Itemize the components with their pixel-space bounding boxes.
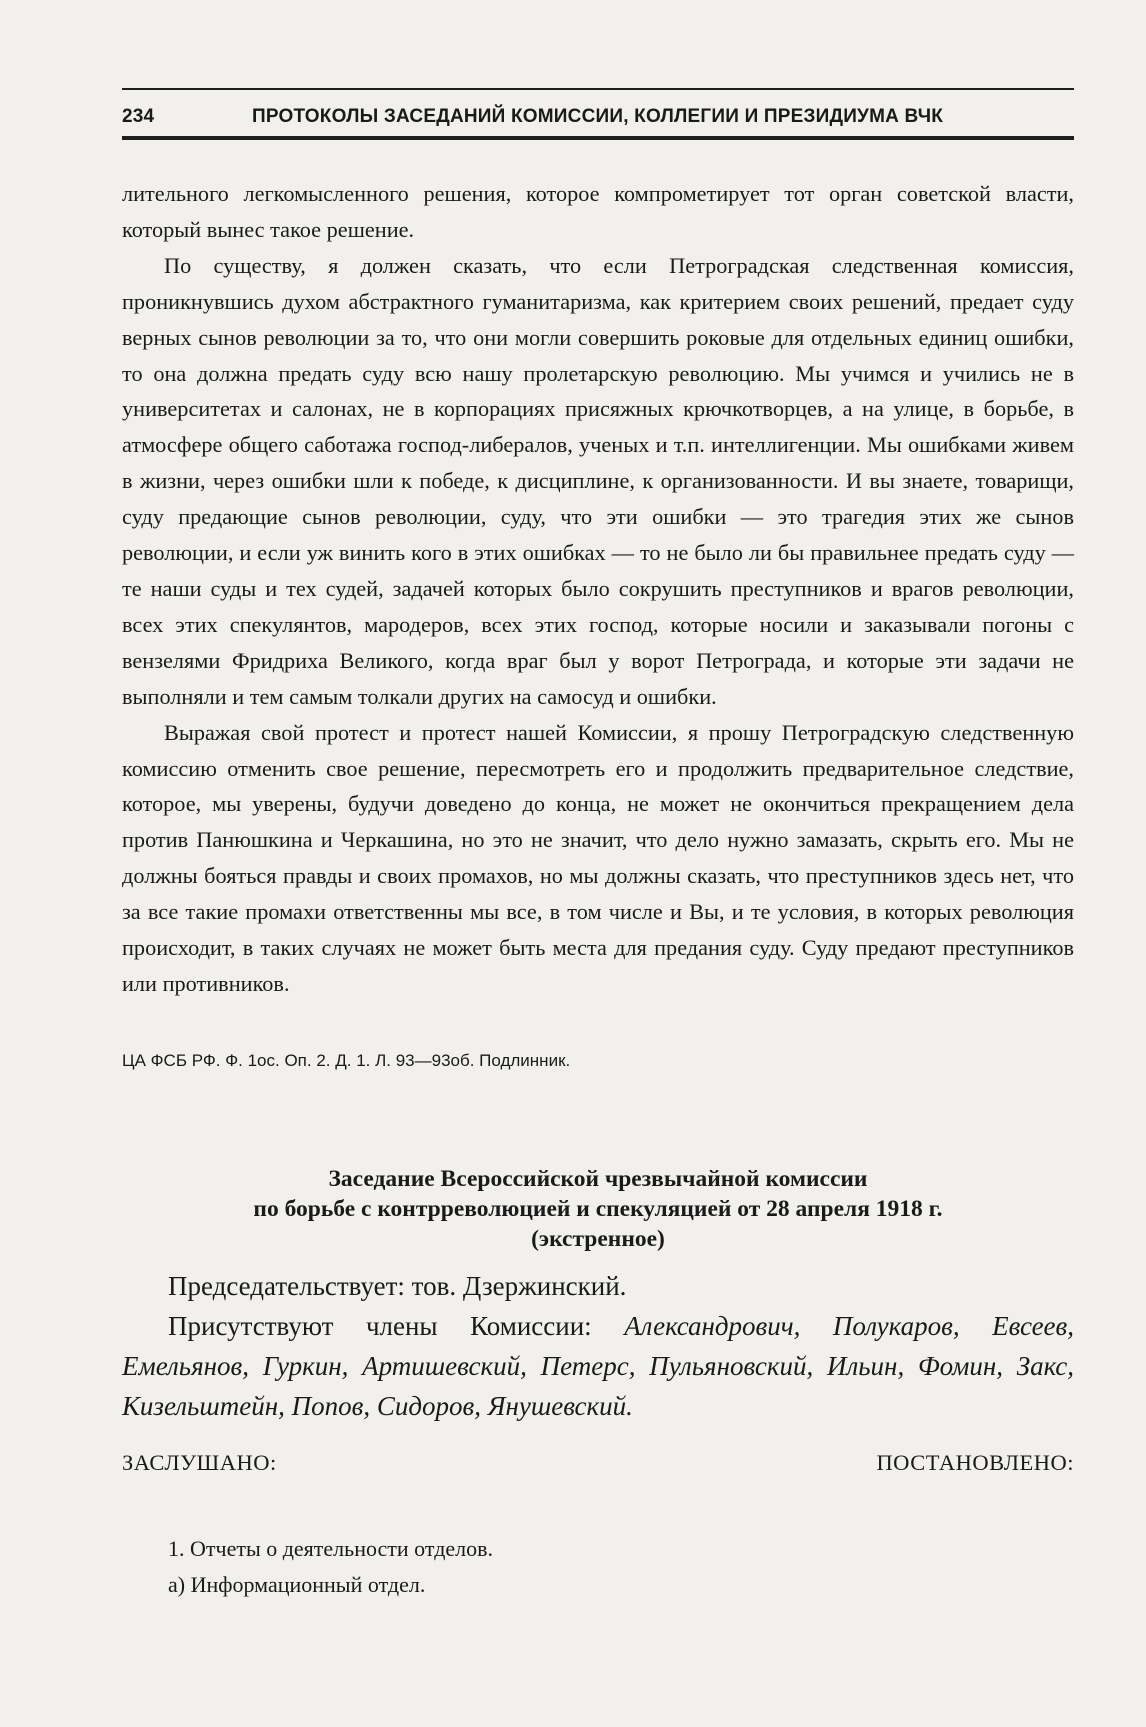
chair-line: Председательствует: тов. Дзержинский.	[168, 1271, 627, 1301]
archive-source-note: ЦА ФСБ РФ. Ф. 1ос. Оп. 2. Д. 1. Л. 93—93об. Подлинник.	[122, 1051, 571, 1070]
meeting-title-line: (экстренное)	[531, 1226, 665, 1252]
page-number: 234	[122, 106, 155, 127]
running-title: ПРОТОКОЛЫ ЗАСЕДАНИЙ КОМИССИИ, КОЛЛЕГИИ И ПРЕЗИДИУМА ВЧК	[252, 106, 944, 127]
header-rule	[122, 136, 1074, 140]
page-header	[122, 88, 1074, 140]
paragraph: По существу, я должен сказать, что если Петроградская следственная комиссия, проникнувшись духом абстрактного гуманитаризма, как критерием своих решений, предает суду верных сынов революции за то, что они могли совершить роковые для отдельных единиц ошибки, то она должна предать суду всю нашу пролетарскую революцию. Мы учимся и учились не в университетах и салонах, не в корпорациях присяжных крючкотворцев, а на улице, в борьбе, в атмосфере общего саботажа господ-либералов, ученых и т.п. интеллигенции. Мы ошибками живем в жизни, через ошибки шли к победе, к дисциплине, к организованности. И вы знаете, товарищи, суду предающие сынов революции, суду, что эти ошибки — это трагедия этих же сынов революции, и если уж винить кого в этих ошибках — то не было ли бы правильнее предать суду — те наши суды и тех судей, задачей которых было сокрушить преступников и врагов революции, всех этих спекулянтов, мародеров, всех этих господ, которые носили и заказывали погоны с вензелями Фридриха Великого, когда враг был у ворот Петрограда, и которые эти задачи не выполняли и тем самым толкали других на самосуд и ошибки.	[122, 252, 1074, 709]
present-label: Присутствуют члены Комиссии:	[168, 1311, 592, 1341]
resolved-label: ПОСТАНОВЛЕНО:	[876, 1450, 1074, 1475]
agenda-item: 1. Отчеты о деятельности отделов.	[168, 1536, 494, 1561]
paragraph-continued: лительного легкомысленного решения, которое компрометирует тот орган советской власти, который вынес такое решение.	[122, 181, 1074, 242]
meeting-heading	[122, 1164, 1074, 1254]
heard-label: ЗАСЛУШАНО:	[122, 1450, 277, 1475]
agenda-list	[168, 1531, 493, 1603]
main-text	[122, 176, 1074, 1002]
meeting-title-line: Заседание Всероссийской чрезвычайной комиссии	[328, 1166, 868, 1192]
attendance-block	[122, 1266, 1074, 1426]
present-names: Александрович, Полукаров, Евсеев, Емельянов, Гуркин, Артишевский, Петерс, Пульяновский, Ильин, Фомин, Закс, Кизельштейн, Попов, Сидоров, Янушевский.	[122, 1311, 1075, 1421]
present-line	[122, 1306, 1074, 1426]
meeting-title-line: по борьбе с контрреволюцией и спекуляцией от 28 апреля 1918 г.	[253, 1196, 943, 1222]
paragraph: Выражая свой протест и протест нашей Комиссии, я прошу Петроградскую следственную комиссию отменить свое решение, пересмотреть его и продолжить предварительное следствие, которое, мы уверены, будучи доведено до конца, не может не окончиться прекращением дела против Панюшкина и Черкашина, но это не значит, что дело нужно замазать, скрыть его. Мы не должны бояться правды и своих промахов, но мы должны сказать, что преступников здесь нет, что за все такие промахи ответственны мы все, в том числе и Вы, и те условия, в которых революция происходит, в таких случаях не может быть места для предания суду. Суду предают преступников или противников.	[122, 719, 1074, 996]
agenda-subitem: а) Информационный отдел.	[168, 1572, 426, 1597]
protocol-columns-header	[122, 1450, 1074, 1476]
